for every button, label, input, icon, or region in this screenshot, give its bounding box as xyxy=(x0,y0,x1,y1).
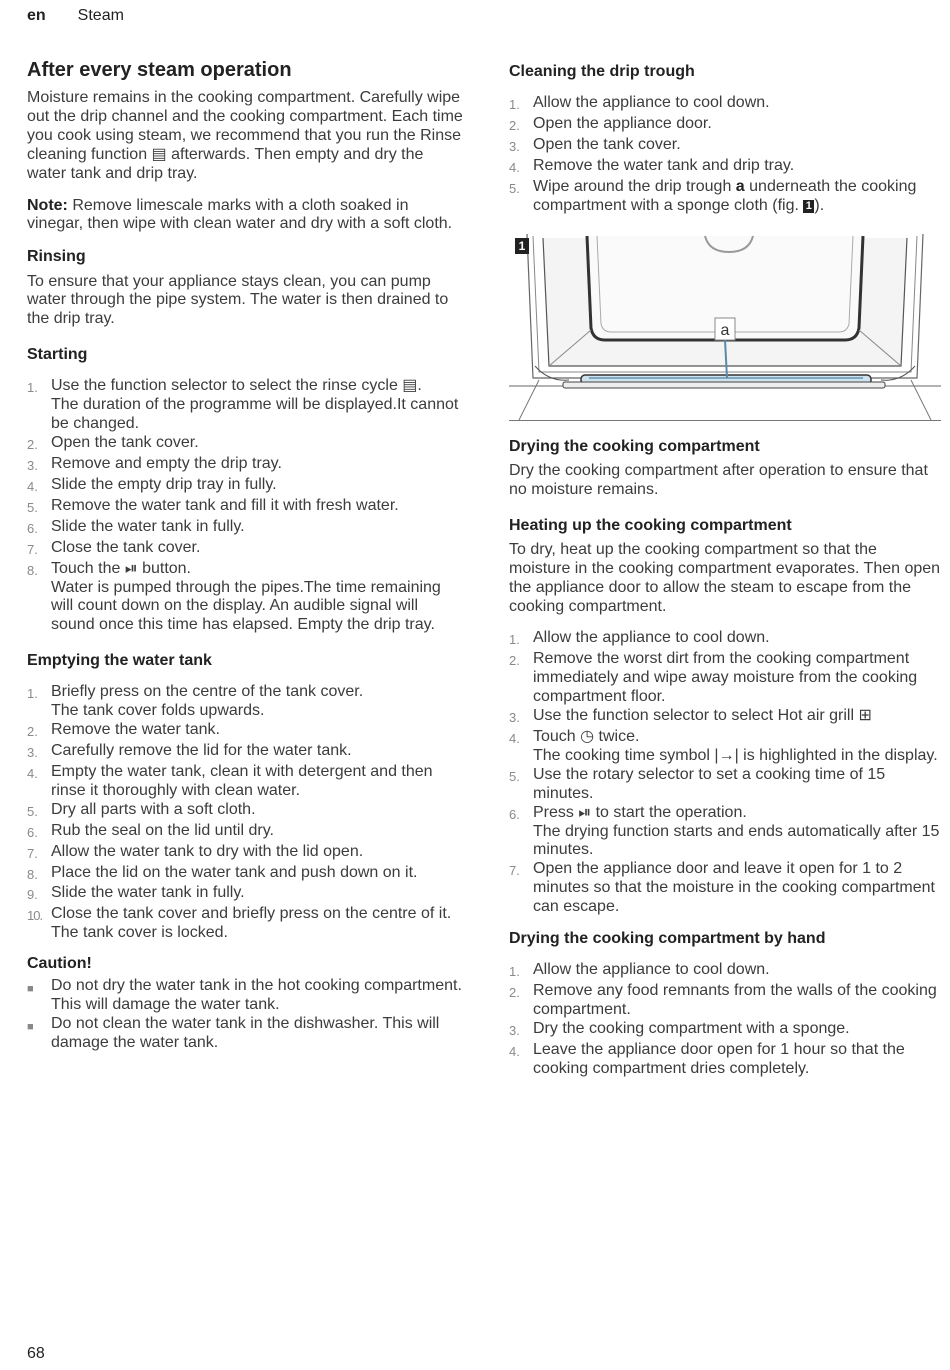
heating-heading: Heating up the cooking compartment xyxy=(509,516,792,534)
list-item xyxy=(27,1015,465,1053)
list-item xyxy=(509,982,941,1020)
list-item xyxy=(27,539,465,560)
step-number: 8. xyxy=(27,866,38,882)
step-number: 4. xyxy=(509,1043,520,1059)
list-item xyxy=(509,94,941,115)
list-item xyxy=(27,884,465,905)
step-number: 8. xyxy=(27,562,38,578)
step-number: 3. xyxy=(27,458,38,474)
page-number: 68 xyxy=(27,1345,45,1362)
step-text: Use the rotary selector to set a cooking time of 15 minutes. xyxy=(533,765,886,802)
figure-ref-badge: 1 xyxy=(803,200,814,213)
step-text: Briefly press on the centre of the tank cover. The tank cover folds upwards. xyxy=(51,683,364,720)
starting-heading: Starting xyxy=(27,346,88,364)
bullet-marker: ■ xyxy=(27,1021,34,1033)
step-text: Remove the water tank and drip tray. xyxy=(533,156,795,174)
emptying-steps xyxy=(27,683,465,943)
rinsing-heading: Rinsing xyxy=(27,248,86,266)
step-number: 4. xyxy=(509,159,520,175)
left-column xyxy=(27,58,465,1066)
step-text: Slide the empty drip tray in fully. xyxy=(51,475,277,493)
list-item xyxy=(509,804,941,861)
step-text: Remove the worst dirt from the cooking compartment immediately and wipe away moisture from the cooking compartment floor. xyxy=(533,650,918,706)
step-text: Carefully remove the lid for the water tank. xyxy=(51,742,352,760)
step-text: Touch ◷ twice. The cooking time symbol |→| is highlighted in the display. xyxy=(533,727,938,764)
step-text: Remove any food remnants from the walls of the cooking compartment. xyxy=(533,982,937,1019)
list-item xyxy=(27,455,465,476)
drip-step5-text-a: Wipe around the drip trough xyxy=(533,177,736,195)
step-number: 2. xyxy=(27,724,38,740)
emptying-heading: Emptying the water tank xyxy=(27,652,212,670)
drip-steps xyxy=(509,94,941,178)
step-number: 1. xyxy=(27,686,38,702)
byhand-heading: Drying the cooking compartment by hand xyxy=(509,930,826,948)
step-text: Allow the water tank to dry with the lid open. xyxy=(51,842,364,860)
step-number: 5. xyxy=(27,499,38,515)
drip-step5-text-d: ). xyxy=(814,196,825,214)
list-item xyxy=(509,728,941,766)
step-text: Touch the ⏯ button. Water is pumped through the pipes.The time remaining will count down on the display. An audible signal will sound once this time has elapsed. Empty the drip tray. xyxy=(51,559,441,634)
step-number: 1. xyxy=(509,97,520,113)
list-item xyxy=(509,115,941,136)
step-number: 6. xyxy=(509,806,520,822)
note-paragraph xyxy=(27,197,465,235)
drip-heading: Cleaning the drip trough xyxy=(509,63,695,80)
step-text: Open the tank cover. xyxy=(533,136,681,153)
list-item xyxy=(27,864,465,885)
step-text: Use the function selector to select Hot air grill ⊞ xyxy=(533,707,872,725)
step-number: 7. xyxy=(509,863,520,879)
step-text: Rub the seal on the lid until dry. xyxy=(51,821,274,839)
drying-paragraph: Dry the cooking compartment after operation to ensure that no moisture remains. xyxy=(509,461,928,498)
step-number: 3. xyxy=(509,1022,520,1038)
list-item xyxy=(509,961,941,982)
step-text: Allow the appliance to cool down. xyxy=(533,629,770,647)
step-number: 3. xyxy=(509,710,520,726)
step-number: 7. xyxy=(27,845,38,861)
step-number: 9. xyxy=(27,887,38,903)
drip-step-5-list xyxy=(509,178,941,216)
section-title: After every steam operation xyxy=(27,59,292,81)
step-text: Open the tank cover. xyxy=(51,434,199,452)
heating-steps xyxy=(509,629,941,917)
figure-number-badge: 1 xyxy=(515,238,529,254)
list-item xyxy=(27,434,465,455)
step-text: Do not dry the water tank in the hot cooking compartment. This will damage the water tank. xyxy=(51,977,462,1014)
step-number: 2. xyxy=(509,118,520,134)
step-number: 5. xyxy=(509,768,520,784)
drying-heading: Drying the cooking compartment xyxy=(509,437,760,455)
step-text: Slide the water tank in fully. xyxy=(51,884,245,902)
intro-paragraph: Moisture remains in the cooking compartment. Carefully wipe out the drip channel and the cooking compartment. Each time you cook using steam, we recommend that you run the Rinse cleaning function ▤ afterwards. Then empty and dry the water tank and drip tray. xyxy=(27,89,463,182)
step-text: Do not clean the water tank in the dishwasher. This will damage the water tank. xyxy=(51,1015,440,1051)
step-number: 4. xyxy=(509,730,520,746)
figure-drip-trough xyxy=(509,230,941,421)
step-text: Empty the water tank, clean it with detergent and then rinse it thoroughly with clean water. xyxy=(51,763,433,799)
list-item xyxy=(27,518,465,539)
list-item xyxy=(27,822,465,843)
note-label: Note: xyxy=(27,196,68,214)
list-item xyxy=(27,763,465,801)
right-column xyxy=(509,58,941,1092)
drip-step5-text-c: underneath the cooking compartment with a sponge cloth (fig. xyxy=(533,177,917,214)
starting-steps xyxy=(27,377,465,635)
step-text: Allow the appliance to cool down. xyxy=(533,961,770,979)
caution-list xyxy=(27,977,465,1053)
step-text: Close the tank cover. xyxy=(51,538,201,556)
callout-label: a xyxy=(720,321,730,339)
step-number: 5. xyxy=(509,180,520,196)
step-number: 1. xyxy=(509,632,520,648)
list-item xyxy=(509,707,941,728)
byhand-steps xyxy=(509,961,941,1078)
list-item xyxy=(509,860,941,917)
list-item xyxy=(509,629,941,650)
step-text: Remove the water tank. xyxy=(51,721,220,739)
list-item xyxy=(509,650,941,707)
list-item xyxy=(509,1020,941,1041)
step-number: 10. xyxy=(27,908,43,924)
rinsing-paragraph: To ensure that your appliance stays clean, you can pump water through the pipe system. The water is then drained to the drip tray. xyxy=(27,272,449,328)
step-text: Press ⏯ to start the operation. The drying function starts and ends automatically after 15 minutes. xyxy=(533,803,940,859)
list-item xyxy=(27,377,465,434)
list-item xyxy=(27,801,465,822)
list-item xyxy=(509,136,941,157)
step-text: Dry the cooking compartment with a sponge. xyxy=(533,1019,850,1037)
step-text: Close the tank cover and briefly press on the centre of it. The tank cover is locked. xyxy=(51,905,452,942)
step-number: 4. xyxy=(27,478,38,494)
list-item xyxy=(509,1041,941,1079)
heating-paragraph: To dry, heat up the cooking compartment so that the moisture in the cooking compartment evaporates. Then open the appliance door to allow the steam to escape from the cooking compartment. xyxy=(509,540,941,615)
bullet-marker: ■ xyxy=(27,983,34,996)
list-item xyxy=(27,843,465,864)
list-item xyxy=(27,721,465,742)
list-item xyxy=(509,157,941,178)
step-number: 3. xyxy=(509,139,520,154)
step-number: 3. xyxy=(27,745,38,761)
step-text: Remove and empty the drip tray. xyxy=(51,455,282,473)
step-text: Leave the appliance door open for 1 hour so that the cooking compartment dries completely. xyxy=(533,1040,905,1077)
step-number: 2. xyxy=(27,437,38,453)
step-text: Open the appliance door and leave it open for 1 to 2 minutes so that the moisture in the cooking compartment can escape. xyxy=(533,860,935,916)
step-number: 5. xyxy=(27,803,38,819)
language-code: en xyxy=(27,7,46,24)
note-text: Remove limescale marks with a cloth soaked in vinegar, then wipe with clean water and dry with a soft cloth. xyxy=(27,196,453,233)
step-number: 1. xyxy=(27,380,38,396)
section-name: Steam xyxy=(77,7,124,24)
step-number: 2. xyxy=(509,985,520,1001)
page-header xyxy=(27,7,124,25)
step-number: 7. xyxy=(27,541,38,557)
list-item xyxy=(27,977,465,1015)
list-item xyxy=(509,178,941,216)
step-text: Open the appliance door. xyxy=(533,115,712,133)
step-text: Allow the appliance to cool down. xyxy=(533,94,770,112)
list-item xyxy=(27,905,465,943)
step-number: 1. xyxy=(509,964,520,980)
step-text: Use the function selector to select the rinse cycle ▤. The duration of the programme will be displayed.It cannot be changed. xyxy=(51,377,459,433)
step-number: 4. xyxy=(27,766,38,782)
step-text: Remove the water tank and fill it with fresh water. xyxy=(51,496,399,514)
list-item xyxy=(27,560,465,636)
caution-heading: Caution! xyxy=(27,955,92,973)
step-text: Slide the water tank in fully. xyxy=(51,517,245,535)
step-number: 2. xyxy=(509,653,520,669)
step-text: Dry all parts with a soft cloth. xyxy=(51,800,256,818)
list-item xyxy=(509,766,941,804)
callout-ref: a xyxy=(735,177,745,195)
step-text xyxy=(533,178,941,216)
list-item xyxy=(27,497,465,518)
step-number: 6. xyxy=(27,824,38,840)
list-item xyxy=(27,476,465,497)
list-item xyxy=(27,742,465,763)
step-text: Place the lid on the water tank and push down on it. xyxy=(51,863,418,881)
oven-illustration xyxy=(509,230,941,420)
list-item xyxy=(27,683,465,721)
step-number: 6. xyxy=(27,520,38,536)
